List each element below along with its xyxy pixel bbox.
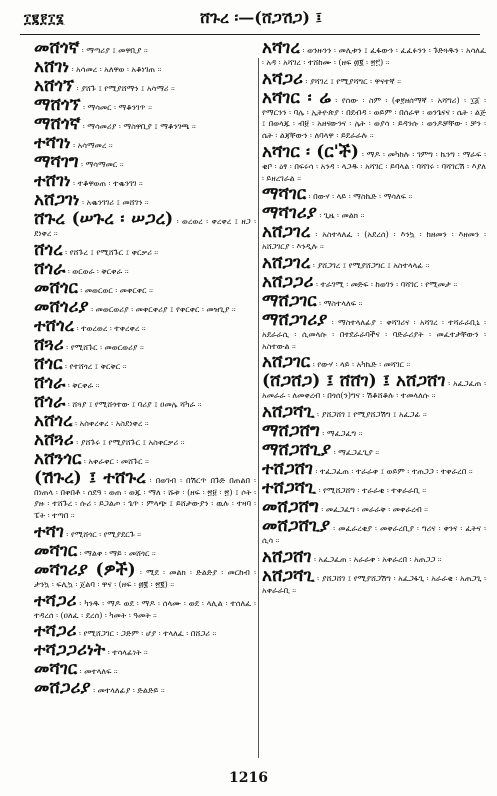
entry-definition: ፡ ማዶ ፡ መካከሉ ፡ ገምግ ፡ ኬንግ ፡ ማራፍ ፡ ቂቦ ፡ ዕፃ ፡ በፍሩሳ ፡ አንዳ ፡ ላጋዱ ፡ አሻገር ፡ ይባላል ፡ ባሻገሩ ፡ ባሻገርሽ ፡ እያለ ፡ ይዘረገራል ። <box>262 149 486 183</box>
dictionary-entry <box>262 205 486 222</box>
dictionary-entry <box>34 116 256 133</box>
entry-headword: ማሸጋገሪያ <box>262 309 328 330</box>
dictionary-entry <box>262 290 486 311</box>
entry-definition: ፡ ማጣሪያ ፤ መዋቢያ ። <box>79 46 148 55</box>
entry-headword: አሸጋገር <box>262 352 311 373</box>
entry-definition: ፡ አፈጋፈጠ ፡ አመራራ ፡ ለመቀረብ ፡ በጎሰ(ን)ግና ፡ ሽቆሸቆሉ ፡ ተመላለሱ ። <box>262 379 486 401</box>
entry-definition: ፡ የሚሸጉር ፡ መወርወሪያ ። <box>63 342 144 352</box>
entry-headword: ተሸጋሻጊ <box>262 478 317 499</box>
entry-headword: አሸጎኘ <box>34 76 75 96</box>
dictionary-entry <box>34 642 256 659</box>
dictionary-entry <box>34 192 256 209</box>
entry-headword: ማሻገሪያ <box>262 203 317 224</box>
entry-definition: ፡ ተወረወረ ፡ ተቀረቀረ ። <box>74 323 146 333</box>
entry-definition: ፡ አስተላለፈ ፡ (አደረሰ) ፡ እንኳ ፡ ከዘመን ፡ እዘመን ፡ አሸጋገርያ ፡ እንዲሉ ። <box>262 230 486 252</box>
column-divider <box>258 58 259 758</box>
dictionary-entry <box>262 480 486 497</box>
dictionary-entry <box>262 442 486 459</box>
dictionary-entry <box>34 353 256 374</box>
dictionary-entry <box>262 565 486 597</box>
dictionary-entry <box>34 258 256 279</box>
entry-headword: አሻገር ፡ (ር'ች) <box>262 141 359 162</box>
dictionary-entry <box>34 661 256 678</box>
entry-headword: ሸጓሪ <box>34 334 64 355</box>
entry-headword: (ሽጉረ) ፤ ተሸጉረ <box>34 467 146 488</box>
entry-definition: ፡ የውሃ ፡ ላይ ፡ አካኬድ ፡ መሻገር ። <box>310 360 411 370</box>
dictionary-entry <box>262 271 486 292</box>
dictionary-entry <box>262 252 486 273</box>
entry-headword: ተሻጋሪ <box>34 590 77 611</box>
entry-headword: ተሻገ <box>34 521 64 542</box>
dictionary-entry <box>262 224 486 253</box>
entry-definition: ፡ ተሳላፊነት ። <box>105 648 148 658</box>
entry-headword: አሻገረ <box>262 40 300 58</box>
dictionary-entry <box>262 518 486 547</box>
entry-definition: ፡ ተፈጋፈጠ ፡ ተራራቀ ፤ ወይም ፡ ተጠጋጋ ፡ ተቀራረበ ። <box>312 467 473 477</box>
entry-headword: ተሸገነ <box>34 171 71 191</box>
page-code: ፲፪፻፲፮ <box>24 12 65 27</box>
entry-headword: አሸጓሪ <box>34 429 74 450</box>
entry-definition: ፡ ያሻገረ ፤ የሚያሻግር ፡ ዋናተኛ ። <box>303 76 401 86</box>
dictionary-entry <box>34 448 256 469</box>
entry-headword: አሸጋሸገ <box>262 546 312 567</box>
entry-definition: ፡ የተሸጎረ ፤ ቅርቅር ። <box>62 361 127 371</box>
entry-definition: ፡ የሰው ፡ ስም ፡ (ቀ፻ዘሰማኛ ፡ አሻግሪ) ፡ ፲፩ ፡ የማርንን ፡ ባሌ ፡ ኢትዮጵያ ፡ በደብዳ ፡ ወይም ፡ በሰራዋ ፡ ወንጌናና ፡ ሴት ፡ ልጅ ፤ በወላጁ ፡ ብ፱ ፡ አዘናውንና ፡ ሌት ፡ ወያሳ ፡ ይዳንሱ ፡ ወንዶቻቸው ፡ ቻን ፡ ሴት ፡ ልጃቸውን ፡ ለባላዋ ፡ ይደራራሉ ። <box>262 95 486 141</box>
dictionary-entry <box>34 540 256 561</box>
entry-headword: ሸጎራ <box>34 372 66 393</box>
entry-definition: ፡ የሸጉረ ፤ የሚሸጉር ፤ ቀርቃሪ ። <box>62 247 159 257</box>
entry-definition: ፡ በውሃ ፡ ላይ ፡ ማስኬድ ፡ ማሳለፍ ። <box>306 192 413 202</box>
entry-headword: መሻገር <box>34 540 78 561</box>
entry-headword: መሸጋሪያ <box>34 678 91 699</box>
dictionary-entry <box>262 499 486 516</box>
entry-headword: ተሻገነ <box>34 133 71 153</box>
dictionary-entry <box>34 211 256 240</box>
entry-headword: መሸጋሸግ <box>262 497 319 518</box>
page-number: 1216 <box>229 770 268 786</box>
entry-definition: ፡ ማስተላለፍ ። <box>316 298 363 308</box>
dictionary-entry <box>34 154 256 171</box>
entry-definition: ፡ አቀራቀር ፡ መሸጉር ። <box>81 456 149 466</box>
entry-headword: አሸጋጋሪ <box>262 271 314 292</box>
entry-definition: ፡ ማፈጋፈግ ። <box>319 429 363 439</box>
entry-headword: አሸጋገረ <box>262 222 311 243</box>
entry-headword: ማሸጎኘ <box>34 95 81 115</box>
entry-headword: ማሻገር <box>262 184 307 205</box>
entry-definition: ፡ የሚሸጎር ፡ የሚያደርጉ ። <box>63 529 141 539</box>
entry-headword: መሻገሪያ (ዎች) <box>34 559 136 580</box>
entry-headword: ማሸጋሸጊያ <box>262 440 332 461</box>
entry-definition: ፡ ማልቀ ፡ ማይ ፡ መሸጎር ። <box>77 548 156 558</box>
entry-definition: ፡ የሚሸጋሸግ ፡ ተራራቂ ፡ ተቀራራቢ ። <box>316 486 427 496</box>
entry-definition: ፡ መፈጋፈግ ፡ መራራቅ ፡ መቀራረብ ። <box>318 505 428 515</box>
dictionary-entry <box>34 623 256 640</box>
dictionary-entry <box>34 372 256 393</box>
dictionary-entry <box>262 461 486 478</box>
entry-headword: ሸጉረ (ሠጉረ ፡ ሠጋረ) <box>34 209 174 229</box>
entry-definition: ፡ ያሸጉሩ ፤ የሚያሸጉር ፤ አስቀርቃሪ ። <box>73 437 185 447</box>
entry-definition: ፡ ያሸጉ ፤ የሚያሸማን ፤ አሳማሪ ። <box>74 84 175 93</box>
entry-definition: ፡ የሚሸጋገር ፡ ጋድም ፡ ሆያ ፡ ተላለፈ ፡ በሸጋሪ ። <box>76 629 217 639</box>
entry-definition: ፡ ያሸጋገረ ፤ የሚያሸጋግር ፤ አስተላላፊ ። <box>310 260 430 270</box>
entry-headword: አሸጎረ <box>34 410 73 431</box>
entry-definition: ፡ ካንዱ ፡ ማዶ ወደ ፡ ማዶ ፡ ሰላሙ ፡ ወደ ፡ ላሊል ፡ ተሰለፈ ፡ ተዳረሰ ፡ (ዐለፈ ፡ ደረሰ) ፡ ካመት ፡ ዓመት ። <box>34 598 256 620</box>
dictionary-entry <box>34 296 256 317</box>
entry-headword: (ሸጋሸጋ) ፤ ሸሸገ) ፤ አሸጋሸገ <box>262 371 446 392</box>
entry-definition: ፡ ወንዙንን ፡ መሊቱን ፤ ፈፋውን ፡ ፈፈፉንን ፡ ጉድጓዱን ፡ አሳለፈ ፡ አዳ ፡ አሻገረ ፡ ተሸከሙ ፡ (ዘፍ ፴፪ ፡ ፳፫) ። <box>262 46 486 67</box>
entry-definition: ፡ ሸጓያ ፤ የሚሸጎተው ፤ ባሪያ ፤ ዐመሌ ሻካራ ። <box>65 399 202 409</box>
entry-definition: ፡ አቈንገገሪ ፤ መሸገን ። <box>79 198 149 207</box>
dictionary-entry <box>34 239 256 260</box>
entry-definition: ፡ ወረወረ ፡ ቀረቀረ ፤ ዘጋ ፡ ደነቀረ ። <box>34 217 256 238</box>
entry-definition: ፡ መተላለፍ ። <box>77 667 118 677</box>
entry-headword: አሸንጎር <box>34 448 82 469</box>
entry-headword: አሻጋሪ <box>262 68 303 89</box>
dictionary-entry <box>34 680 256 697</box>
entry-definition: ፡ አሳመረ ፡ አለዋወ ፡ አቆነገጠ ። <box>69 65 162 74</box>
entry-definition: ፡ ያሸጋሸገ ፤ የሚያሸጋሽግ ፡ አፈጋፋጊ ፡ አራራቂ ፡ አጠጋጊ ፡ አቀራራቢ ። <box>262 573 486 595</box>
entry-headword: ሸጎረ <box>34 239 63 260</box>
entry-headword: ሸጎራ <box>34 258 66 279</box>
dictionary-entry <box>262 354 486 371</box>
entry-definition: ፡ ጊዜ ፡ መልክ ። <box>316 211 365 221</box>
entry-headword: ሸጎራ <box>34 391 66 412</box>
entry-headword: ማሸጋሸግ <box>262 421 320 442</box>
entry-definition: ፡ ማስተላለፊያ ፡ ቀሻገሪና ፡ አሻገረ ፡ ተሻራራቢኒ ፡ አደራራሲ ፡ ሲመላሱ ፡ በተደራራባችና ፡ ባድራሪያት ፡ መፈተታቸውን ፡ አስተውል ። <box>262 317 486 351</box>
entry-definition: ፡ ወርወራ ፡ ቅርቀራ ። <box>65 266 129 276</box>
entry-headword: ተሻጋሪ <box>34 621 77 642</box>
dictionary-entry <box>34 429 256 450</box>
dictionary-entry <box>262 68 486 89</box>
header-rule <box>20 34 480 35</box>
entry-definition: ፡ ያሸጋሸገ ፤ የሚያሸጋሽግ ፤ አፈጋፊ ። <box>314 410 427 420</box>
entry-headword: ማሸጎኛ <box>34 114 81 134</box>
dictionary-entry <box>34 78 256 95</box>
dictionary-entry <box>262 404 486 421</box>
entry-definition: ፡ አሰቀረቀረ ፡ አስደነቀረ ። <box>72 418 149 428</box>
entry-headword: ተሻጋጋሪነት <box>34 640 106 661</box>
dictionary-entry <box>34 590 256 622</box>
dictionary-entry <box>34 391 256 412</box>
entry-headword: አሸጋሻጊ <box>262 565 315 586</box>
entry-headword: መሸጎሪያ <box>34 296 89 317</box>
page-header <box>0 4 497 34</box>
entry-headword: ሸጎር <box>34 353 63 374</box>
dictionary-entry <box>34 59 256 76</box>
dictionary-entry <box>34 315 256 336</box>
entry-definition: ፡ ተራገሚ ፡ መድፍ ፡ ከወገን ፡ ባሻገር ፡ የሚመታ ። <box>313 279 458 289</box>
dictionary-entry <box>262 373 486 402</box>
entry-headword: አሸገነ <box>34 57 70 77</box>
dictionary-entry <box>262 186 486 203</box>
dictionary-entry <box>262 40 486 69</box>
right-column <box>262 40 486 762</box>
running-title: ሸጉረ ፡—(ሸጋሽጋ) ፤ <box>200 8 323 27</box>
dictionary-entry <box>262 141 486 184</box>
entry-headword: አሸጋገረ <box>262 252 311 273</box>
entry-definition: ፡ ሚደ ፡ መልክ ፡ ድልድያ ፡ መርከብ ፡ ታንኳ ፡ ፍሊኳ ፡ ጀልባ ፡ ዋና ፡ (ዘፍ ፡ ፴፪ ፡ ፳፪) ። <box>34 567 256 589</box>
entry-definition: ፡ አሳማመረ ። <box>70 141 113 150</box>
dictionary-entry <box>34 135 256 152</box>
entry-headword: አሸጋሻጊ <box>262 402 315 423</box>
dictionary-entry <box>34 334 256 355</box>
entry-definition: ፡ ማሳመር ፡ ማቆንገጥ ። <box>80 103 152 112</box>
dictionary-entry <box>262 423 486 440</box>
entry-headword: መሸጎኛ <box>34 40 80 58</box>
dictionary-entry <box>34 40 256 57</box>
entry-definition: ፡ መወርወር ፡ መቀርቀር ። <box>77 285 153 295</box>
dictionary-entry <box>34 467 256 522</box>
entry-headword: መሸጋሸጊያ <box>262 516 331 537</box>
entry-headword: አሻገር ፡ ሬ <box>262 87 331 108</box>
entry-definition: ፡ ማሳማመር ። <box>78 160 124 169</box>
entry-definition: ፡ መተላለፊያ ፡ ድልድይ ። <box>90 686 165 696</box>
dictionary-entry <box>262 309 486 352</box>
dictionary-entry <box>34 277 256 298</box>
entry-definition: ፡ አፈጋፈጠ ፡ አራራቀ ፡ አቀራረበ ፡ አጠጋጋ ። <box>311 554 442 564</box>
entry-definition: ፡ መወርወሪያ ፡ መቀርቀሪያ ፤ የቀርቀር ፡ መዝጊያ ። <box>88 304 236 314</box>
dictionary-entry <box>34 97 256 114</box>
dictionary-entry <box>34 559 256 591</box>
entry-definition: ፡ በወገብ ፡ በሽርጥ በጉድ በጠልበ ፡ በነጠላ ፡ በቀበቶ ፡ ሰደዓ ፡ ወጠ ፡ ወጁ ፡ ማለ ፡ ሹቱ ፡ (ዘፍ ፡ ፳፱ ፡ ፳) ፤ ሶት ፡ ያዙ ፡ ተሸጉረ ፡ ሱሪ ፡ ይጋልጦ ፡ ጌጥ ፡ ምላጭ ፤ ይሸታውያን ፡ ዉሉ ፡ ተዛባ ፡ ፔት ፡ ተጣበ ። <box>34 475 256 521</box>
dictionary-entry <box>34 521 256 542</box>
entry-definition: ፡ መፈራረቂያ ፡ መቀራረቢያ ፡ ግሪና ፡ ቀንና ፡ ፈትና ፡ ሲሳ ። <box>262 524 486 546</box>
entry-definition: ፡ ማሳመሪያ ፡ ማስዋቢያ ፤ ማቆንገጫ ። <box>80 122 196 131</box>
entry-definition: ፡ ቅርቀራ ። <box>65 380 100 390</box>
entry-headword: አሸጋገነ <box>34 190 80 210</box>
entry-headword: ተሸጎረ <box>34 315 75 336</box>
entry-definition: ፡ ማፈጋፈጊያ ። <box>331 448 380 458</box>
dictionary-entry <box>262 87 486 142</box>
dictionary-entry <box>34 410 256 431</box>
entry-headword: ማሸጋገር <box>262 290 317 311</box>
entry-definition: ፡ ተቆዋወጠ ፡ ተቈንገገ ። <box>70 179 143 188</box>
dictionary-entry <box>34 173 256 190</box>
left-column <box>34 40 256 762</box>
entry-headword: መሸጎር <box>34 277 78 298</box>
entry-headword: ተሸጋሸገ <box>262 459 313 480</box>
entry-headword: ማሻገግ <box>34 152 79 172</box>
dictionary-entry <box>262 546 486 567</box>
entry-headword: መሻገር <box>34 659 78 680</box>
